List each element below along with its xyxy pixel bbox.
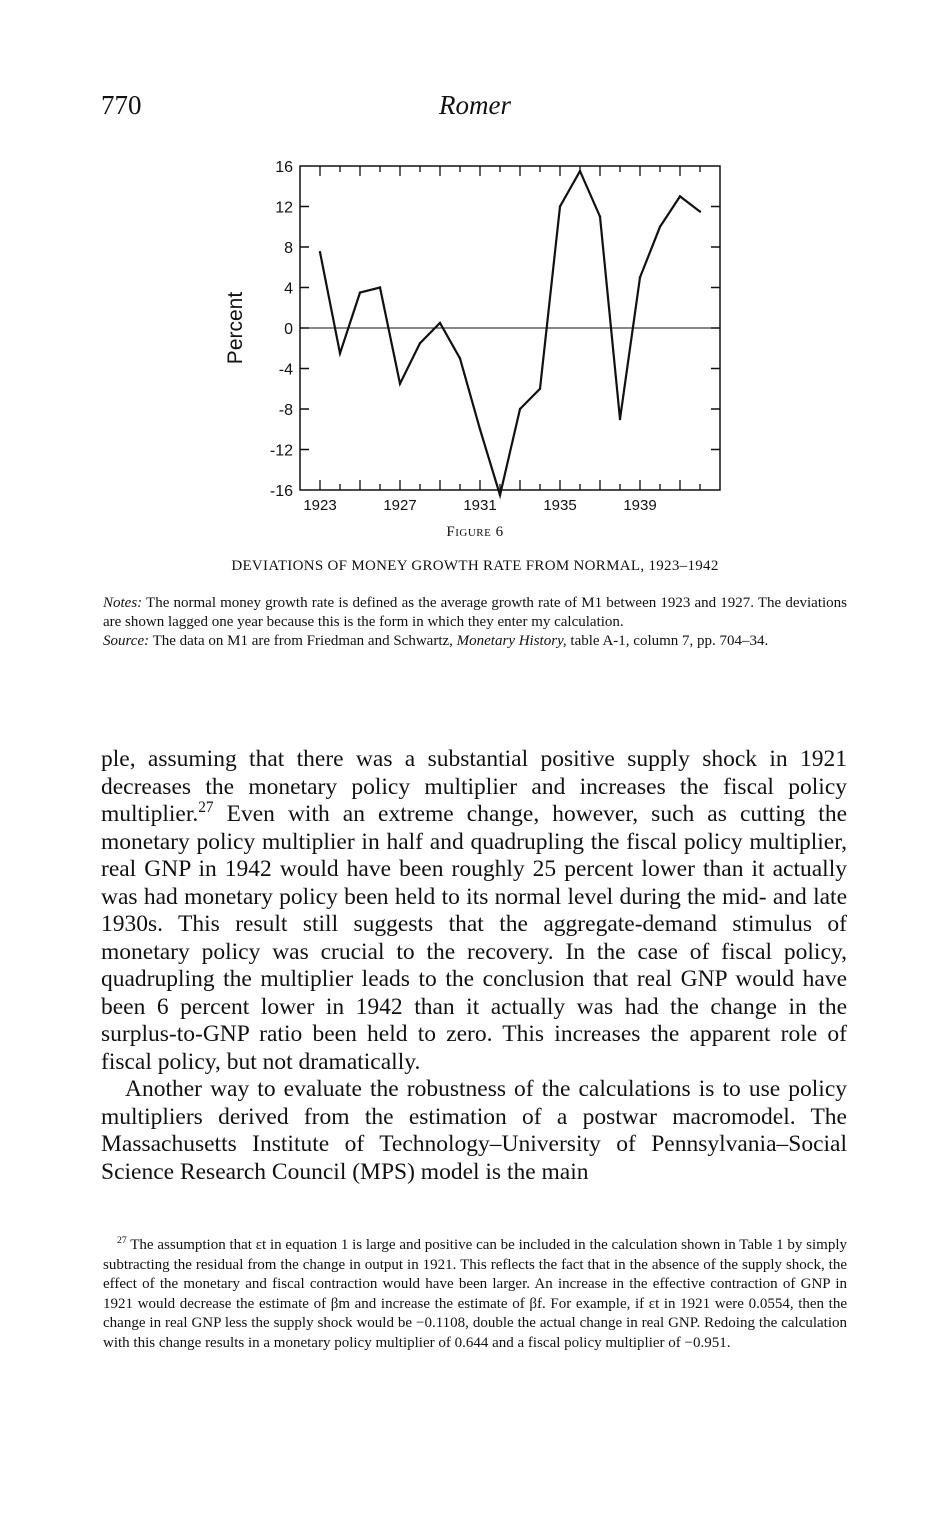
footnote-text: The assumption that εt in equation 1 is large and positive can be included in the calculation shown in Table 1 by simply subtracting the residual from the change in output in 1921. This reflects the fact that in the absence of the supply shock, the effect of the monetary and fiscal contraction would have been larger. An increase in the effective contraction of GNP in 1921 would decrease the estimate of βm and increase the estimate of βf. For example, if εt in 1921 were 0.0554, then the change in real GNP less the supply shock would be −0.1108, double the actual change in real GNP. Redoing the calculation with this change results in a monetary policy multiplier of 0.644 and a fiscal policy multiplier of −0.951. [103,1237,847,1351]
source-title: Monetary History, [456,633,567,649]
data-point [499,494,501,496]
figure-label [0,524,950,541]
data-point [619,418,621,420]
x-tick-label: 1923 [303,497,337,514]
page-number: 770 [101,90,142,120]
data-point [559,205,561,207]
y-tick-label: 16 [275,159,293,176]
x-tick-label: 1927 [383,497,417,514]
running-head: Romer [439,90,511,120]
y-axis-tick-labels [270,159,293,500]
data-point [439,322,441,324]
notes-label: Notes: [103,595,143,611]
figure-label-text: Figure 6 [446,524,504,540]
y-tick-label: -4 [278,361,293,379]
body-paragraph-2: Another way to evaluate the robustness of the calculations is to use policy multipliers derived from the estimation of a postwar macromodel. The Massachusetts Institute of Technology–University of Pennsylvania–Social Science Research Council (MPS) model is the main [101,1076,847,1185]
x-axis-tick-labels [303,497,656,514]
footnote-number: 27 [117,1235,127,1246]
data-point [639,276,641,278]
data-point [519,408,521,410]
x-tick-label: 1935 [543,497,577,514]
y-axis-title: Percent [224,291,247,365]
y-tick-label: 0 [284,321,293,338]
data-point [579,170,581,172]
notes-paragraph [103,594,847,632]
data-point [419,342,421,344]
y-tick-label: -16 [269,483,293,500]
footnote [103,1236,847,1353]
footnote-paragraph [103,1236,847,1353]
y-tick-label: 12 [275,199,293,217]
source-paragraph [103,632,847,651]
y-tick-label: -12 [269,442,293,460]
data-point [339,352,341,354]
figure-title: DEVIATIONS OF MONEY GROWTH RATE FROM NORMAL, 1923–1942 [231,558,719,574]
data-point [479,428,481,430]
figure-6-chart [200,150,740,530]
figure-notes [103,594,847,651]
y-tick-label: 4 [284,280,293,298]
data-point [679,195,681,197]
x-tick-label: 1931 [463,497,497,514]
body-paragraph-1 [101,746,847,1076]
data-point [659,226,661,228]
data-point [399,382,401,384]
body-paragraph-1-part-2: Even with an extreme change, however, such as cutting the monetary policy multiplier in half and quadrupling the fiscal policy multiplier, real GNP in 1942 would have been roughly 25 percent lower than it actually was had monetary policy been held to its normal level during the mid- and late 1930s. This result still suggests that the aggregate-demand stimulus of monetary policy was crucial to the recovery. In the case of fiscal policy, quadrupling the multiplier leads to the conclusion that real GNP would have been 6 percent lower in 1942 than it actually was had the change in the surplus-to-GNP ratio been held to zero. This increases the apparent role of fiscal policy, but not dramatically. [101,801,847,1075]
source-post: table A-1, column 7, pp. 704–34. [570,633,769,649]
notes-text: The normal money growth rate is defined as the average growth rate of M1 between 1923 and 1927. The deviations are shown lagged one year because this is the form in which they enter my calculation. [103,595,847,630]
y-tick-label: -8 [278,402,293,419]
data-point [379,286,381,288]
data-point [599,215,601,217]
footnote-reference[interactable]: 27 [198,799,214,817]
data-point [319,251,321,253]
data-point [699,210,701,212]
source-label: Source: [103,633,150,649]
data-point [539,388,541,390]
body-paragraph-1-part-1: ple, assuming that there was a substantial positive supply shock in 1921 decreases the monetary policy multiplier and increases the fiscal policy multiplier. [101,746,847,827]
y-tick-label: 8 [284,240,293,257]
x-tick-label: 1939 [623,497,657,514]
data-point [359,291,361,293]
source-pre: The data on M1 are from Friedman and Schwartz, [152,633,453,649]
series-line [320,171,700,495]
data-point [459,357,461,359]
body-text [101,746,847,1186]
